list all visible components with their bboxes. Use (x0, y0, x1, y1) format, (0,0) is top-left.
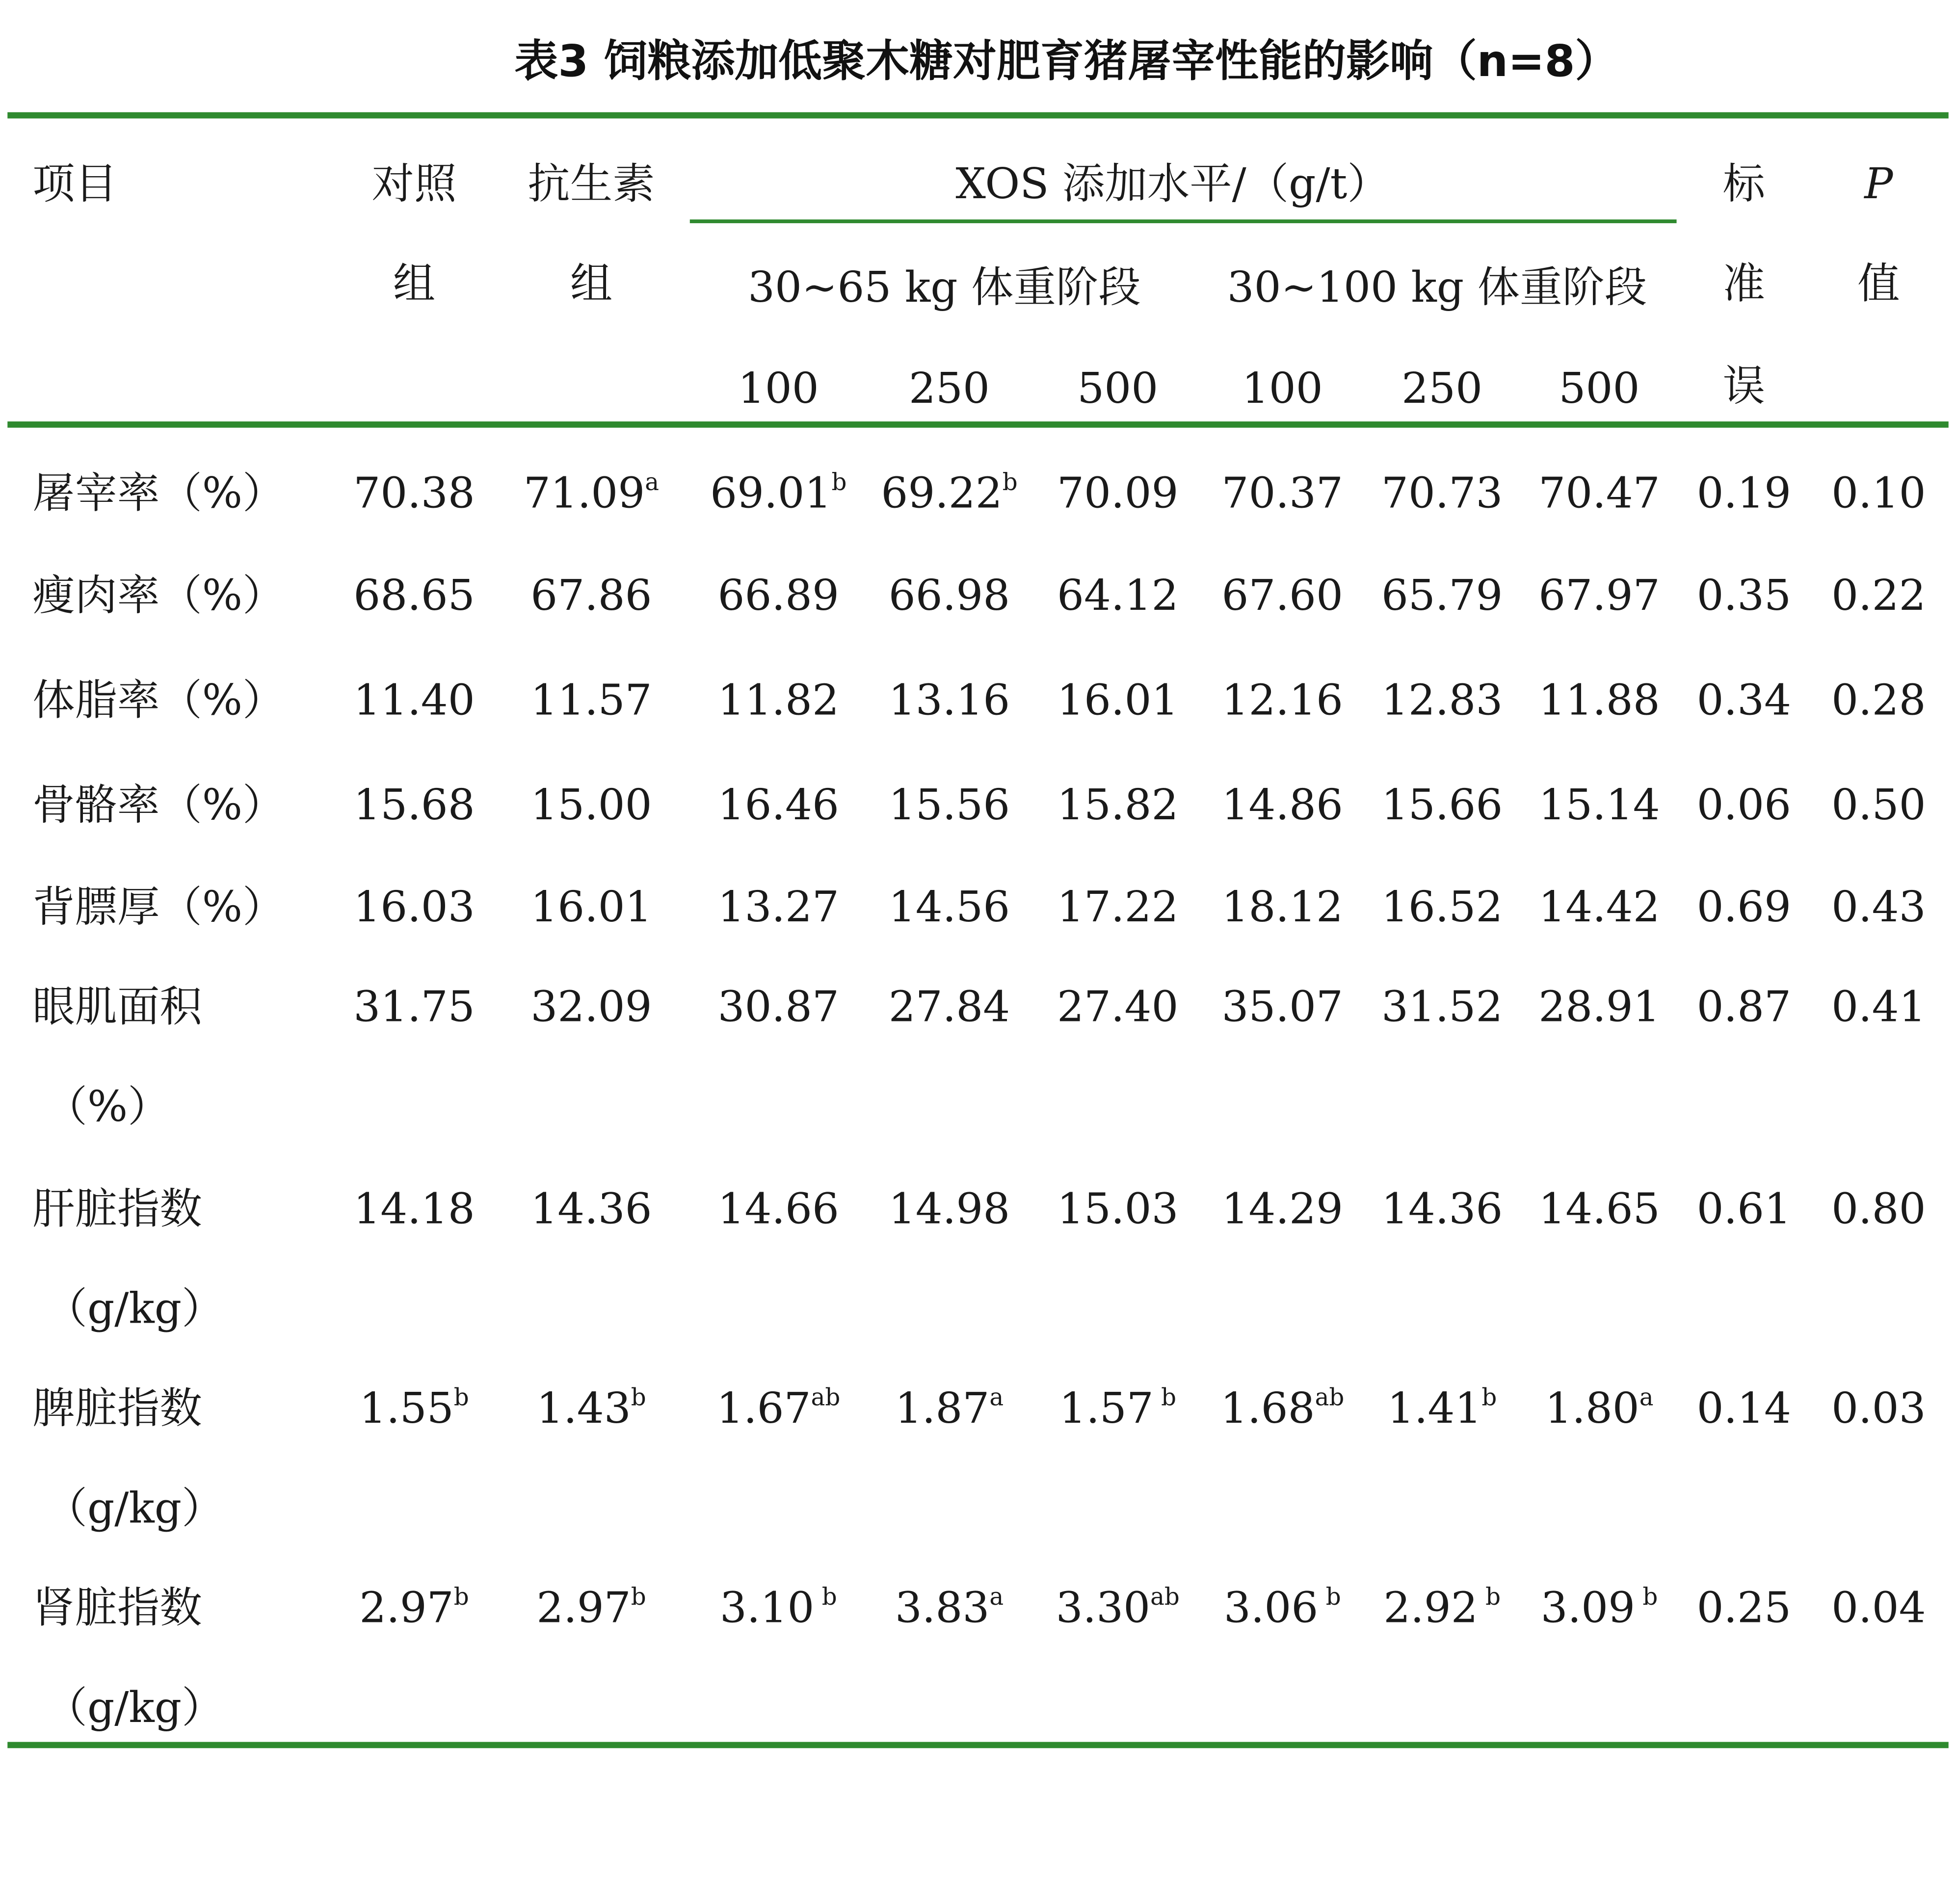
cell-value: 70.47 (1538, 469, 1660, 519)
significance-letter: b (1478, 1583, 1501, 1611)
table-cell (1056, 1584, 1180, 1634)
table-cell (1057, 571, 1178, 621)
cell-value: 12.16 (1221, 676, 1344, 726)
header-se: 标 (1722, 159, 1766, 209)
table-cell (1381, 1185, 1503, 1235)
table-cell (530, 883, 652, 933)
cell-value: 18.12 (1221, 883, 1344, 933)
table-cell (1831, 781, 1926, 831)
table-cell (1538, 469, 1660, 519)
table-cell (1224, 1584, 1341, 1634)
table-cell (1697, 469, 1791, 519)
table-cell (1831, 883, 1926, 933)
significance-letter: b (453, 1583, 469, 1611)
significance-letter: a (1639, 1384, 1654, 1412)
table-cell (710, 469, 846, 519)
cell-value: 2.97 (536, 1583, 631, 1634)
table-cell (1831, 676, 1926, 726)
row-label: 屠宰率（%） (32, 469, 285, 519)
table-cell (881, 469, 1017, 519)
cell-value: 0.04 (1831, 1583, 1926, 1634)
header-p: P (1864, 159, 1893, 209)
table-cell (1057, 883, 1178, 933)
table-cell (1387, 1384, 1497, 1434)
cell-value: 0.41 (1831, 982, 1926, 1033)
dose-header-5: 500 (1559, 364, 1640, 414)
significance-letter: ab (811, 1384, 841, 1412)
table-cell (1697, 571, 1791, 621)
cell-value: 17.22 (1057, 883, 1179, 933)
cell-value: 0.50 (1831, 781, 1926, 831)
cell-value: 14.18 (353, 1184, 475, 1235)
cell-value: 14.98 (888, 1184, 1010, 1235)
header-control-cont: 组 (393, 259, 436, 310)
table-cell (716, 1384, 840, 1434)
table-cell (718, 781, 839, 831)
cell-value: 28.91 (1538, 982, 1660, 1033)
table-cell (718, 1185, 839, 1235)
table-cell (1057, 1185, 1178, 1235)
cell-value: 15.68 (353, 781, 475, 831)
cell-value: 0.06 (1696, 781, 1792, 831)
table-cell (353, 469, 475, 519)
cell-value: 12.83 (1381, 676, 1503, 726)
table-cell (530, 983, 652, 1033)
table-cell (895, 1384, 1004, 1434)
cell-value: 0.34 (1696, 676, 1792, 726)
table-cell (1545, 1384, 1653, 1434)
table-cell (1538, 571, 1660, 621)
cell-value: 14.66 (717, 1184, 839, 1235)
cell-value: 0.22 (1831, 571, 1926, 621)
significance-letter: b (831, 469, 847, 496)
cell-value: 14.29 (1221, 1184, 1344, 1235)
cell-value: 67.60 (1221, 571, 1344, 621)
cell-value: 11.82 (717, 676, 839, 726)
table-cell (353, 1185, 475, 1235)
table-cell (353, 781, 475, 831)
table-cell (530, 676, 652, 726)
cell-value: 15.03 (1057, 1184, 1179, 1235)
row-label: 脾脏指数 (32, 1384, 202, 1434)
header-antibiotic: 抗生素 (528, 159, 655, 209)
cell-value: 67.97 (1538, 571, 1660, 621)
cell-value: 35.07 (1221, 982, 1344, 1033)
significance-letter: b (631, 1384, 646, 1412)
cell-value: 3.06 (1223, 1583, 1319, 1634)
cell-value: 14.36 (530, 1184, 652, 1235)
cell-value: 66.98 (888, 571, 1010, 621)
significance-letter: b (1635, 1583, 1658, 1611)
cell-value: 3.09 (1540, 1583, 1636, 1634)
dose-header-0: 100 (738, 364, 819, 414)
table-cell (1538, 781, 1660, 831)
table-cell (889, 676, 1010, 726)
cell-value: 14.42 (1538, 883, 1660, 933)
table-cell (1697, 1384, 1791, 1434)
cell-value: 14.56 (888, 883, 1010, 933)
table-cell (353, 571, 475, 621)
table-cell (1831, 571, 1926, 621)
table-cell (889, 1185, 1010, 1235)
cell-value: 3.30 (1056, 1583, 1151, 1634)
cell-value: 16.01 (530, 883, 652, 933)
table-cell (530, 571, 652, 621)
table-cell (1831, 1584, 1926, 1634)
row-label: 骨骼率（%） (32, 781, 285, 831)
cell-value: 71.09 (523, 469, 645, 519)
cell-value: 70.38 (353, 469, 475, 519)
table-cell (353, 676, 475, 726)
cell-value: 69.01 (710, 469, 832, 519)
cell-value: 11.40 (353, 676, 475, 726)
significance-letter: b (453, 1384, 469, 1412)
cell-value: 0.25 (1696, 1583, 1792, 1634)
significance-letter: b (631, 1583, 646, 1611)
cell-value: 16.52 (1381, 883, 1503, 933)
significance-letter: b (1153, 1384, 1177, 1412)
cell-value: 27.40 (1057, 982, 1179, 1033)
table-cell (1381, 469, 1503, 519)
table-cell (536, 1584, 646, 1634)
table-cell (1381, 676, 1503, 726)
table-cell (1222, 1185, 1343, 1235)
cell-value: 0.10 (1831, 469, 1926, 519)
dose-header-3: 100 (1242, 364, 1323, 414)
table-cell (1697, 1584, 1791, 1634)
cell-value: 0.35 (1696, 571, 1792, 621)
header-item: 项目 (32, 159, 117, 209)
cell-value: 3.10 (719, 1583, 815, 1634)
cell-value: 14.86 (1221, 781, 1344, 831)
header-control: 对照 (371, 159, 457, 209)
cell-value: 27.84 (888, 982, 1010, 1033)
cell-value: 1.87 (895, 1384, 990, 1434)
table-cell (1831, 469, 1926, 519)
table-cell (1697, 1185, 1791, 1235)
table-cell (1059, 1384, 1176, 1434)
table-cell (1222, 571, 1343, 621)
table-cell (1697, 883, 1791, 933)
table-cell (718, 883, 839, 933)
significance-letter: b (1481, 1384, 1497, 1412)
row-label: 肝脏指数 (32, 1184, 202, 1235)
table-cell (1222, 781, 1343, 831)
cell-value: 2.92 (1383, 1583, 1478, 1634)
cell-value: 0.69 (1696, 883, 1792, 933)
table-cell (1538, 883, 1660, 933)
table-cell (1541, 1584, 1658, 1634)
row-label: 肾脏指数 (32, 1583, 202, 1634)
table-cell (889, 983, 1010, 1033)
table-cell (1057, 469, 1178, 519)
dose-header-2: 500 (1077, 364, 1159, 414)
cell-value: 0.80 (1831, 1184, 1926, 1235)
significance-letter: a (989, 1384, 1004, 1412)
table-cell (889, 883, 1010, 933)
significance-letter: ab (1315, 1384, 1345, 1412)
table-cell (889, 781, 1010, 831)
table-cell (1222, 469, 1343, 519)
dose-header-1: 250 (909, 364, 990, 414)
cell-value: 13.16 (888, 676, 1010, 726)
cell-value: 15.00 (530, 781, 652, 831)
cell-value: 1.55 (359, 1384, 454, 1434)
table-cell (359, 1584, 469, 1634)
cell-value: 1.57 (1059, 1384, 1154, 1434)
significance-letter: a (645, 469, 660, 496)
cell-value: 31.52 (1381, 982, 1503, 1033)
table-cell (353, 983, 475, 1033)
cell-value: 16.01 (1057, 676, 1179, 726)
row-label: 体脂率（%） (32, 676, 285, 726)
table-cell (1831, 1185, 1926, 1235)
cell-value: 3.83 (895, 1583, 990, 1634)
row-label-unit: （g/kg） (45, 1284, 224, 1334)
table-cell (720, 1584, 837, 1634)
cell-value: 16.03 (353, 883, 475, 933)
header-p-cont: 值 (1857, 259, 1900, 310)
table-cell (1381, 983, 1503, 1033)
bottom-rule (7, 1742, 1949, 1748)
row-label-unit: （%） (45, 1082, 170, 1132)
table-cell (718, 571, 839, 621)
cell-value: 69.22 (881, 469, 1003, 519)
cell-value: 1.80 (1545, 1384, 1639, 1434)
cell-value: 0.61 (1696, 1184, 1792, 1235)
cell-value: 1.67 (716, 1384, 811, 1434)
cell-value: 68.65 (353, 571, 475, 621)
table-cell (1538, 676, 1660, 726)
table-cell (1222, 983, 1343, 1033)
row-label-unit: （g/kg） (45, 1683, 224, 1733)
table-cell (1222, 883, 1343, 933)
header-stage-65: 30~65 kg 体重阶段 (747, 263, 1141, 313)
cell-value: 31.75 (353, 982, 475, 1033)
table-cell (1057, 983, 1178, 1033)
table-cell (1697, 676, 1791, 726)
header-rule (7, 421, 1949, 428)
table-cell (1538, 1185, 1660, 1235)
table-cell (1057, 781, 1178, 831)
cell-value: 70.73 (1381, 469, 1503, 519)
xos-span-rule (690, 219, 1677, 223)
table-cell (1057, 676, 1178, 726)
table-cell (1538, 983, 1660, 1033)
table-cell (536, 1384, 646, 1434)
table-cell (718, 676, 839, 726)
row-label: 眼肌面积 (32, 982, 202, 1033)
significance-letter: b (814, 1583, 837, 1611)
table-cell (524, 469, 659, 519)
cell-value: 14.36 (1381, 1184, 1503, 1235)
cell-value: 15.56 (888, 781, 1010, 831)
table-cell (530, 781, 652, 831)
cell-value: 2.97 (359, 1583, 454, 1634)
row-label-unit: （g/kg） (45, 1484, 224, 1534)
cell-value: 0.43 (1831, 883, 1926, 933)
cell-value: 32.09 (530, 982, 652, 1033)
table-cell (1381, 571, 1503, 621)
table-cell (1222, 676, 1343, 726)
significance-letter: ab (1150, 1583, 1180, 1611)
cell-value: 66.89 (717, 571, 839, 621)
table-cell (889, 571, 1010, 621)
table-cell (1383, 1584, 1501, 1634)
header-se-cont2: 误 (1722, 362, 1766, 412)
cell-value: 0.14 (1696, 1384, 1792, 1434)
cell-value: 65.79 (1381, 571, 1503, 621)
cell-value: 15.14 (1538, 781, 1660, 831)
header-antibiotic-cont: 组 (570, 259, 613, 310)
cell-value: 11.57 (530, 676, 652, 726)
table-cell (530, 1185, 652, 1235)
cell-value: 70.09 (1057, 469, 1179, 519)
header-se-cont: 准 (1722, 259, 1766, 310)
significance-letter: b (1002, 469, 1018, 496)
table-cell (359, 1384, 469, 1434)
cell-value: 1.41 (1387, 1384, 1482, 1434)
cell-value: 0.03 (1831, 1384, 1926, 1434)
table-cell (1381, 883, 1503, 933)
significance-letter: a (989, 1583, 1004, 1611)
header-stage-100: 30~100 kg 体重阶段 (1227, 263, 1647, 313)
cell-value: 67.86 (530, 571, 652, 621)
cell-value: 11.88 (1538, 676, 1660, 726)
cell-value: 64.12 (1057, 571, 1179, 621)
significance-letter: b (1318, 1583, 1341, 1611)
cell-value: 15.66 (1381, 781, 1503, 831)
top-rule (7, 112, 1949, 119)
table-cell (1831, 1384, 1926, 1434)
table-cell (718, 983, 839, 1033)
header-xos-level: XOS 添加水平/（g/t） (955, 159, 1390, 209)
cell-value: 13.27 (717, 883, 839, 933)
table-cell (1220, 1384, 1344, 1434)
cell-value: 16.46 (717, 781, 839, 831)
cell-value: 0.19 (1696, 469, 1792, 519)
cell-value: 14.65 (1538, 1184, 1660, 1235)
table-cell (353, 883, 475, 933)
table-cell (1381, 781, 1503, 831)
cell-value: 1.43 (536, 1384, 631, 1434)
dose-header-4: 250 (1401, 364, 1483, 414)
table-cell (895, 1584, 1004, 1634)
row-label: 背膘厚（%） (32, 883, 285, 933)
row-label: 瘦肉率（%） (32, 571, 285, 621)
table-cell (1831, 983, 1926, 1033)
cell-value: 30.87 (717, 982, 839, 1033)
cell-value: 1.68 (1220, 1384, 1315, 1434)
cell-value: 15.82 (1057, 781, 1179, 831)
table-title: 表3 饲粮添加低聚木糖对肥育猪屠宰性能的影响（n=8） (514, 37, 1619, 87)
cell-value: 0.87 (1696, 982, 1792, 1033)
table-cell (1697, 983, 1791, 1033)
cell-value: 70.37 (1221, 469, 1344, 519)
table-cell (1697, 781, 1791, 831)
cell-value: 0.28 (1831, 676, 1926, 726)
